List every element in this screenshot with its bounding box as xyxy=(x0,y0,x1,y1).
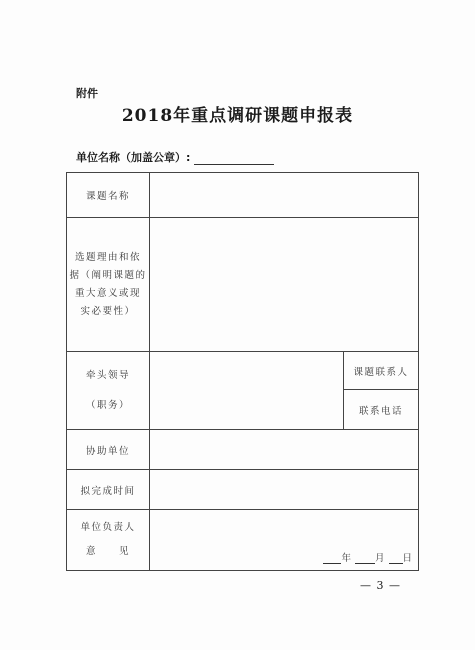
topic-name-field[interactable] xyxy=(150,173,419,218)
lead-leader-field[interactable] xyxy=(150,352,344,430)
opinion-line: 单位负责人 xyxy=(80,522,136,533)
opinion-label xyxy=(67,510,150,571)
reason-line: 选题理由和依 xyxy=(74,251,141,263)
contact-person-label: 课题联系人 xyxy=(344,352,419,390)
month-label: 月 xyxy=(374,553,385,564)
assisting-unit-label: 协助单位 xyxy=(67,430,150,470)
contact-phone-label: 联系电话 xyxy=(344,390,419,430)
unit-name-field[interactable] xyxy=(194,152,274,165)
year-blank[interactable] xyxy=(323,553,341,564)
month-blank[interactable] xyxy=(355,553,375,564)
unit-name-line xyxy=(76,149,274,165)
reason-field[interactable] xyxy=(150,218,419,352)
completion-time-label: 拟完成时间 xyxy=(67,470,150,510)
reason-line: 实必要性） xyxy=(80,305,136,317)
reason-line: 重大意义或现 xyxy=(74,287,141,299)
year-label: 年 xyxy=(341,553,351,564)
lead-leader-label xyxy=(67,352,150,430)
lead-leader-line: 牵头领导 xyxy=(85,369,130,381)
page-title: 2018年重点调研课题申报表 xyxy=(121,106,354,126)
page-number: — 3 — xyxy=(360,579,401,592)
date-line xyxy=(150,510,418,570)
lead-leader-position: （职务） xyxy=(85,399,130,411)
topic-name-label: 课题名称 xyxy=(67,173,150,218)
attachment-label: 附件 xyxy=(76,87,98,100)
completion-time-field[interactable] xyxy=(150,470,419,510)
application-form-table xyxy=(66,172,419,571)
assisting-unit-field[interactable] xyxy=(150,430,419,470)
reason-label xyxy=(67,218,150,352)
reason-line: 据（阐明课题的 xyxy=(69,269,147,281)
opinion-field[interactable] xyxy=(150,510,419,571)
day-label: 日 xyxy=(402,553,413,564)
day-blank[interactable] xyxy=(389,553,403,564)
opinion-line: 意 见 xyxy=(85,546,130,557)
unit-name-label: 单位名称（加盖公章）: xyxy=(76,151,191,164)
